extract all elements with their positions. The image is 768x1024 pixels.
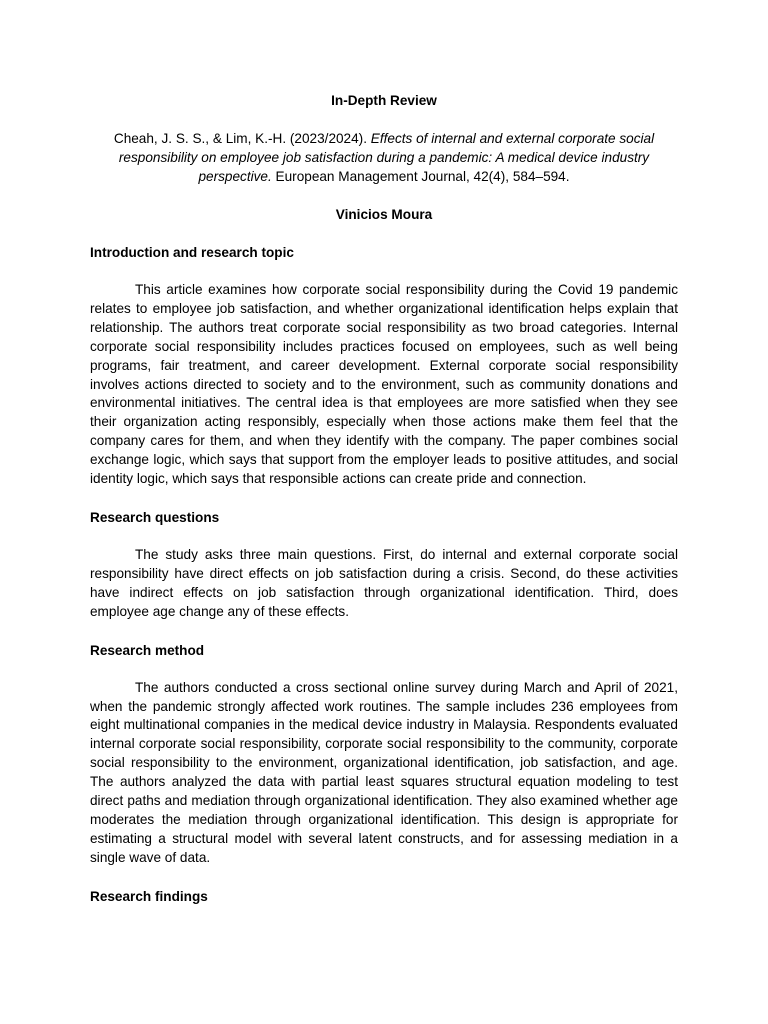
reviewer-name: Vinicios Moura xyxy=(335,207,433,222)
section-heading-research-method: Research method xyxy=(90,642,205,658)
citation-source: European Management Journal, 42(4), 584–594. xyxy=(271,169,570,184)
document-page xyxy=(90,91,678,925)
document-title: In-Depth Review xyxy=(331,93,437,108)
section-body-introduction: This article examines how corporate social responsibility during the Covid 19 pandemic relates to employee job satisfaction, and whether organizational identification helps explain that relationship. The authors treat corporate social responsibility as two broad categories. Internal corporate social responsibility includes practices focused on employees, such as well being programs, fair treatment, and career development. External corporate social responsibility involves actions directed to society and to the environment, such as community donations and environmental initiatives. The central idea is that employees are more satisfied when they see their organization acting responsibly, especially when those actions make them feel that the company cares for them, and when they identify with the company. The paper combines social exchange logic, which says that support from the employer leads to positive attitudes, and social identity logic, which says that responsible actions can create pride and connection. xyxy=(90,282,678,487)
section-body-research-questions: The study asks three main questions. First, do internal and external corporate social responsibility have direct effects on job satisfaction during a crisis. Second, do these activities have indirect effects on job satisfaction through organizational identification. Third, does employee age change any of these effects. xyxy=(90,546,678,619)
section-heading-research-findings: Research findings xyxy=(90,888,208,904)
citation-authors-year: Cheah, J. S. S., & Lim, K.-H. (2023/2024). xyxy=(113,131,371,146)
section-heading-research-questions: Research questions xyxy=(90,509,220,525)
section-body-research-method: The authors conducted a cross sectional online survey during March and April of 2021, when the pandemic strongly affected work routines. The sample includes 236 employees from eight multinational companies in the medical device industry in Malaysia. Respondents evaluated internal corporate social responsibility, corporate social responsibility to the community, corporate social responsibility to the environment, organizational identification, job satisfaction, and age. The authors analyzed the data with partial least squares structural equation modeling to test direct paths and mediation through organizational identification. They also examined whether age moderates the mediation through organizational identification. This design is appropriate for estimating a structural model with several latent constructs, and for assessing mediation in a single wave of data. xyxy=(90,679,678,865)
section-heading-introduction: Introduction and research topic xyxy=(90,245,294,260)
citation xyxy=(90,129,678,186)
citation-article-title: Effects of internal and external corporate social responsibility on employee job satisfaction during a pandemic: A medical device industry perspective. xyxy=(118,131,655,184)
